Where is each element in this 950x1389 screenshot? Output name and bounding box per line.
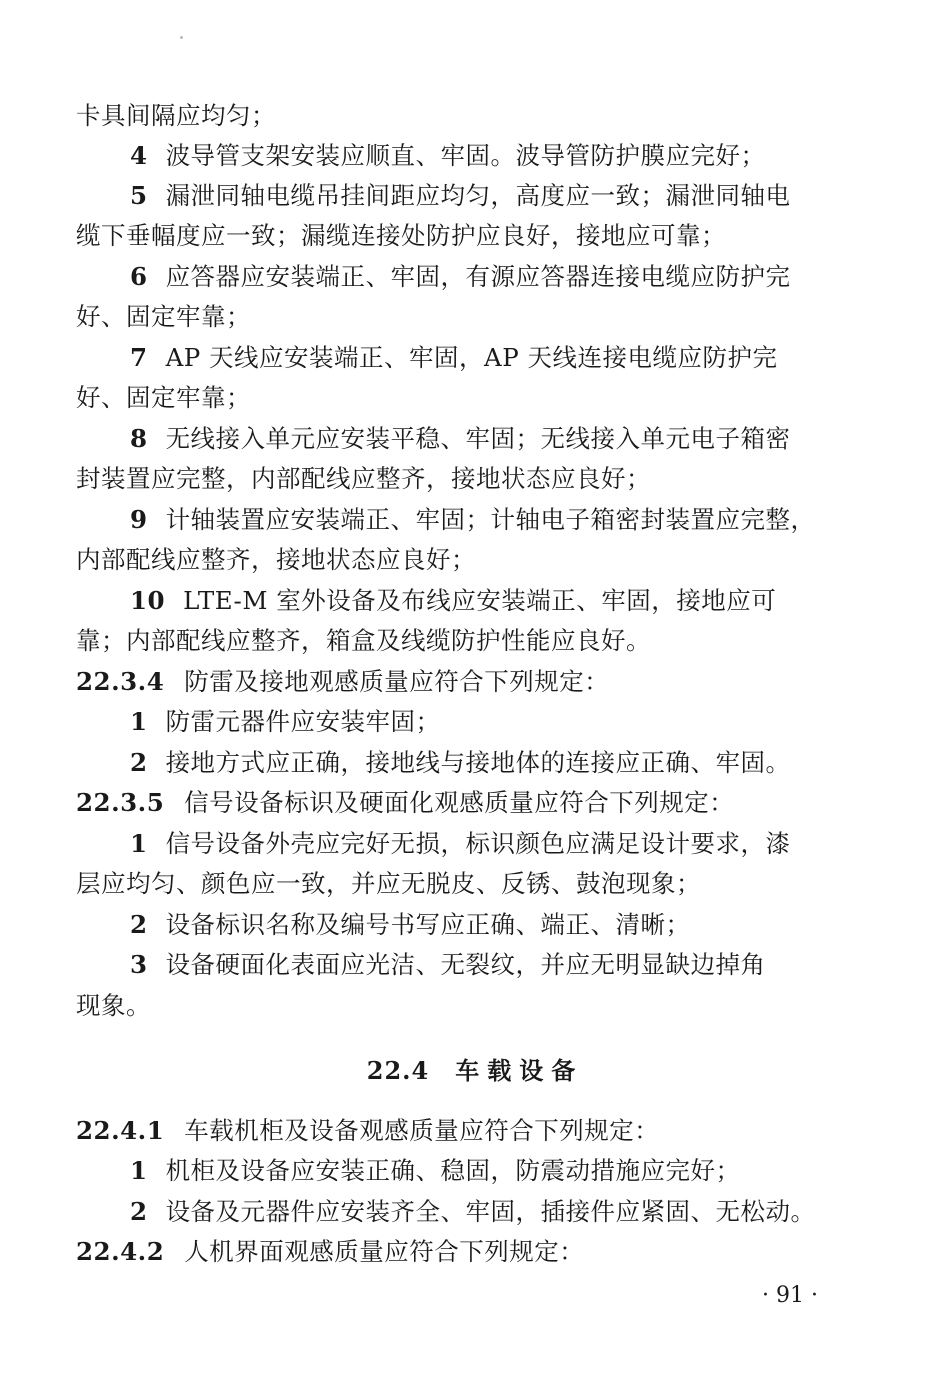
- text-line: 层应均匀、颜色应一致，并应无脱皮、反锈、鼓泡现象；: [76, 869, 701, 898]
- clause-22-4-1: 22.4.1 车载机柜及设备观感质量应符合下列规定：: [76, 1116, 660, 1145]
- text-line: 现象。: [76, 991, 151, 1020]
- text-line: 好、固定牢靠；: [76, 302, 251, 331]
- text-line: 卡具间隔应均匀；: [76, 101, 276, 130]
- text-line: 内部配线应整齐，接地状态应良好；: [76, 545, 476, 574]
- list-item-2: 2 接地方式应正确，接地线与接地体的连接应正确、牢固。: [130, 748, 791, 777]
- clause-22-3-4: 22.3.4 防雷及接地观感质量应符合下列规定：: [76, 667, 610, 696]
- list-item-2: 2 设备标识名称及编号书写应正确、端正、清晰；: [130, 910, 691, 939]
- list-item-1: 1 防雷元器件应安装牢固；: [130, 707, 441, 736]
- list-item-10: 10 LTE-M 室外设备及布线应安装端正、牢固，接地应可: [130, 586, 777, 615]
- list-item-1: 1 机柜及设备应安装正确、稳固，防震动措施应完好；: [130, 1156, 741, 1185]
- clause-22-3-5: 22.3.5 信号设备标识及硬面化观感质量应符合下列规定：: [76, 788, 735, 817]
- list-item-9: 9 计轴装置应安装端正、牢固；计轴电子箱密封装置应完整，: [130, 505, 816, 534]
- page-number: · 91 ·: [762, 1283, 818, 1308]
- text-line: 封装置应完整，内部配线应整齐，接地状态应良好；: [76, 464, 651, 493]
- list-item-1: 1 信号设备外壳应完好无损，标识颜色应满足设计要求，漆: [130, 829, 791, 858]
- list-item-4: 4 波导管支架安装应顺直、牢固。波导管防护膜应完好；: [130, 141, 766, 170]
- list-item-2: 2 设备及元器件应安装齐全、牢固，插接件应紧固、无松动。: [130, 1197, 816, 1226]
- text-line: 缆下垂幅度应一致；漏缆连接处防护应良好，接地应可靠；: [76, 221, 726, 250]
- text-line: 靠；内部配线应整齐，箱盒及线缆防护性能应良好。: [76, 626, 651, 655]
- text-line: 好、固定牢靠；: [76, 383, 251, 412]
- clause-22-4-2: 22.4.2 人机界面观感质量应符合下列规定：: [76, 1237, 585, 1266]
- list-item-3: 3 设备硬面化表面应光洁、无裂纹，并应无明显缺边掉角: [130, 950, 766, 979]
- list-item-5: 5 漏泄同轴电缆吊挂间距应均匀，高度应一致；漏泄同轴电: [130, 181, 791, 210]
- scan-speck: [180, 36, 183, 39]
- list-item-8: 8 无线接入单元应安装平稳、牢固；无线接入单元电子箱密: [130, 424, 791, 453]
- list-item-7: 7 AP 天线应安装端正、牢固，AP 天线连接电缆应防护完: [130, 343, 778, 372]
- section-heading: 22.4 车载设备: [366, 1056, 584, 1085]
- list-item-6: 6 应答器应安装端正、牢固，有源应答器连接电缆应防护完: [130, 262, 791, 291]
